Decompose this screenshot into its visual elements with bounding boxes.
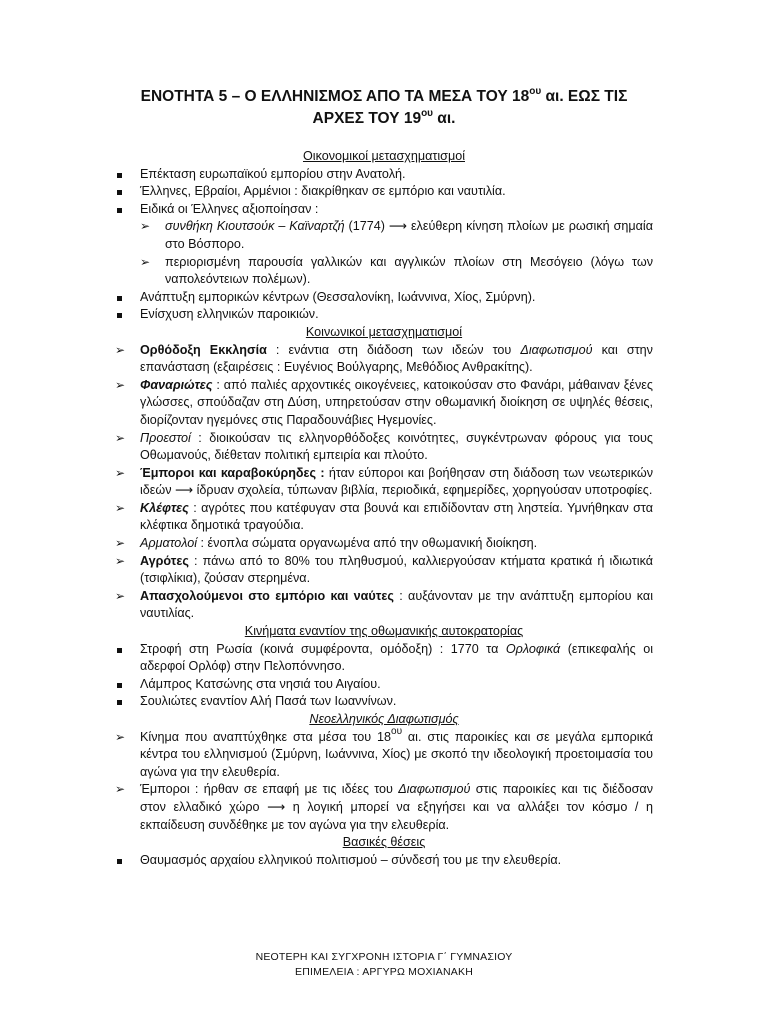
list-item: Σουλιώτες εναντίον Αλή Πασά των Ιωαννίνων. [115, 693, 653, 711]
list-item: ➢ Κίνημα που αναπτύχθηκε στα μέσα του $18^{o\upsilon}$ αι. στις παροικίες και σε μεγάλα εμπορικά κέντρα του ελληνισμού (Σμύρνη, Ιωάννινα, Χίος) με σκοπό την ιδεολογική προετοιμασία του αγώνα για την ελευθερία. [115, 726, 654, 779]
list-item: Ενίσχυση ελληνικών παροικιών. [115, 306, 653, 324]
section-heading-economic: Οικονομικοί μετασχηματισμοί [302, 149, 465, 163]
page-footer [150, 950, 618, 980]
list-item: Έλληνες, Εβραίοι, Αρμένιοι : διακρίθηκαν σε εμπόριο και ναυτιλία. [115, 183, 653, 201]
sub-list-item: ➢ συνθήκη Κιουτσούκ – Καϊναρτζή (1774) ⟶ ελεύθερη κίνηση πλοίων με ρωσική σημαία στο Βόσπορο. [140, 219, 653, 251]
footer-line-1: ΝΕΟΤΕΡΗ ΚΑΙ ΣΥΓΧΡΟΝΗ ΙΣΤΟΡΙΑ Γ΄ ΓΥΜΝΑΣΙΟΥ [255, 951, 513, 963]
list-item: Επέκταση ευρωπαϊκού εμπορίου στην Ανατολή. [115, 166, 653, 184]
sub-list-item: ➢ περιορισμένη παρουσία γαλλικών και αγγλικών πλοίων στη Μεσόγειο (λόγω των ναπολεόντειων πολέμων). [140, 254, 653, 287]
arrow-bullet-icon: ➢ [115, 465, 126, 480]
arrow-bullet-icon: ➢ [115, 536, 126, 551]
arrow-bullet-icon: ➢ [115, 430, 126, 445]
square-bullet-icon [115, 306, 133, 324]
square-bullet-icon [115, 693, 133, 711]
arrow-bullet-icon: ➢ [115, 553, 126, 568]
title-line-2: ΑΡΧΕΣ ΤΟΥ $19^{o\upsilon}$ αι. [312, 107, 456, 127]
arrow-bullet-icon: ➢ [140, 219, 151, 234]
arrow-bullet-icon: ➢ [115, 342, 126, 357]
list-item: ➢ Φαναριώτες : από παλιές αρχοντικές οικογένειες, κατοικούσαν στο Φανάρι, μάθαιναν ξένες γλώσσες, σπούδαζαν στη Δύση, υπηρετούσαν στην οθωμανική διοίκηση σε υψηλές θέσεις, διορίζονταν ηγεμόνες στις Παραδουνάβιες Ηγεμονίες. [115, 377, 653, 427]
square-bullet-icon [115, 852, 133, 870]
section-heading-basic: Βασικές θέσεις [342, 835, 426, 850]
list-item: ➢ Απασχολούμενοι στο εμπόριο και ναύτες : αυξάνονταν με την ανάπτυξη εμπορίου και ναυτιλίας. [115, 588, 654, 621]
list-item: Στροφή στη Ρωσία (κοινά συμφέροντα, ομόδοξη) : 1770 τα Ορλοφικά (επικεφαλής οι αδερφοί Ορλόφ) στην Πελοπόννησο. [115, 641, 653, 676]
document-body [115, 148, 653, 869]
square-bullet-icon [115, 641, 133, 659]
list-item: ➢ Αρματολοί : ένοπλα σώματα οργανωμένα από την οθωμανική διοίκηση. [115, 535, 653, 553]
footer-line-2: ΕΠΙΜΕΛΕΙΑ : ΑΡΓΥΡΩ ΜΟΧΙΑΝΑΚΗ [295, 966, 473, 978]
square-bullet-icon [115, 166, 133, 184]
list-item: ➢ Ορθόδοξη Εκκλησία : ενάντια στη διάδοση των ιδεών του Διαφωτισμού και στην επανάσταση (εξαιρέσεις : Ευγένιος Βούλγαρης, Μεθόδιος Ανθρακίτης). [115, 342, 653, 375]
square-bullet-icon [115, 201, 133, 219]
list-item: ➢ Έμποροι και καραβοκύρηδες : ήταν εύποροι και βοήθησαν στη διάδοση των νεωτερικών ιδεών ⟶ ίδρυαν σχολεία, τύπωναν βιβλία, περιοδικά, εφημερίδες, χορηγούσαν υποτροφίες. [115, 465, 653, 498]
list-item: ➢ Κλέφτες : αγρότες που κατέφυγαν στα βουνά και επιδίδονταν στη ληστεία. Υμνήθηκαν στα κλέφτικα δημοτικά τραγούδια. [115, 500, 653, 533]
list-item: Ανάπτυξη εμπορικών κέντρων (Θεσσαλονίκη, Ιωάννινα, Χίος, Σμύρνη). [115, 289, 653, 307]
list-item: ➢ Προεστοί : διοικούσαν τις ελληνορθόδοξες κοινότητες, συγκέντρωναν φόρους για τους Οθωμανούς, διέθεταν πολιτική εμπειρία και πλούτο. [115, 430, 653, 463]
square-bullet-icon [115, 289, 133, 307]
page-title [110, 86, 658, 130]
list-item: Θαυμασμός αρχαίου ελληνικού πολιτισμού – σύνδεσή του με την ελευθερία. [115, 852, 653, 870]
arrow-bullet-icon: ➢ [115, 782, 126, 797]
list-item: Λάμπρος Κατσώνης στα νησιά του Αιγαίου. [115, 676, 653, 694]
section-heading-enlightenment: Νεοελληνικός Διαφωτισμός [309, 712, 459, 726]
arrow-bullet-icon: ➢ [115, 377, 126, 392]
section-heading-social: Κοινωνικοί μετασχηματισμοί [305, 324, 463, 339]
square-bullet-icon [115, 183, 133, 201]
arrow-bullet-icon: ➢ [115, 729, 126, 744]
section-heading-movements: Κινήματα εναντίον της οθωμανικής αυτοκρατορίας [244, 624, 524, 639]
title-line-1: ΕΝΟΤΗΤΑ 5 – Ο ΕΛΛΗΝΙΣΜΟΣ ΑΠΟ ΤΑ ΜΕΣΑ ΤΟΥ $18^{o\upsilon}$ αι. ΕΩΣ ΤΙΣ [140, 85, 628, 105]
square-bullet-icon [115, 676, 133, 694]
list-item: Ειδικά οι Έλληνες αξιοποίησαν : [115, 201, 653, 219]
arrow-bullet-icon: ➢ [115, 500, 126, 515]
arrow-bullet-icon: ➢ [140, 254, 151, 269]
list-item: ➢ Έμποροι : ήρθαν σε επαφή με τις ιδέες του Διαφωτισμού στις παροικίες και τις διέδοσαν στον ελλαδικό χώρο ⟶ η λογική μπορεί να εξηγήσει και να αλλάξει τον κόσμο / η εκπαίδευση συνδέθηκε με τον αγώνα για την ελευθερία. [115, 782, 654, 832]
list-item: ➢ Αγρότες : πάνω από το 80% του πληθυσμού, καλλιεργούσαν κτήματα κρατικά ή ιδιωτικά (τσιφλίκια), ζούσαν στερημένα. [115, 553, 653, 586]
arrow-bullet-icon: ➢ [115, 588, 126, 603]
